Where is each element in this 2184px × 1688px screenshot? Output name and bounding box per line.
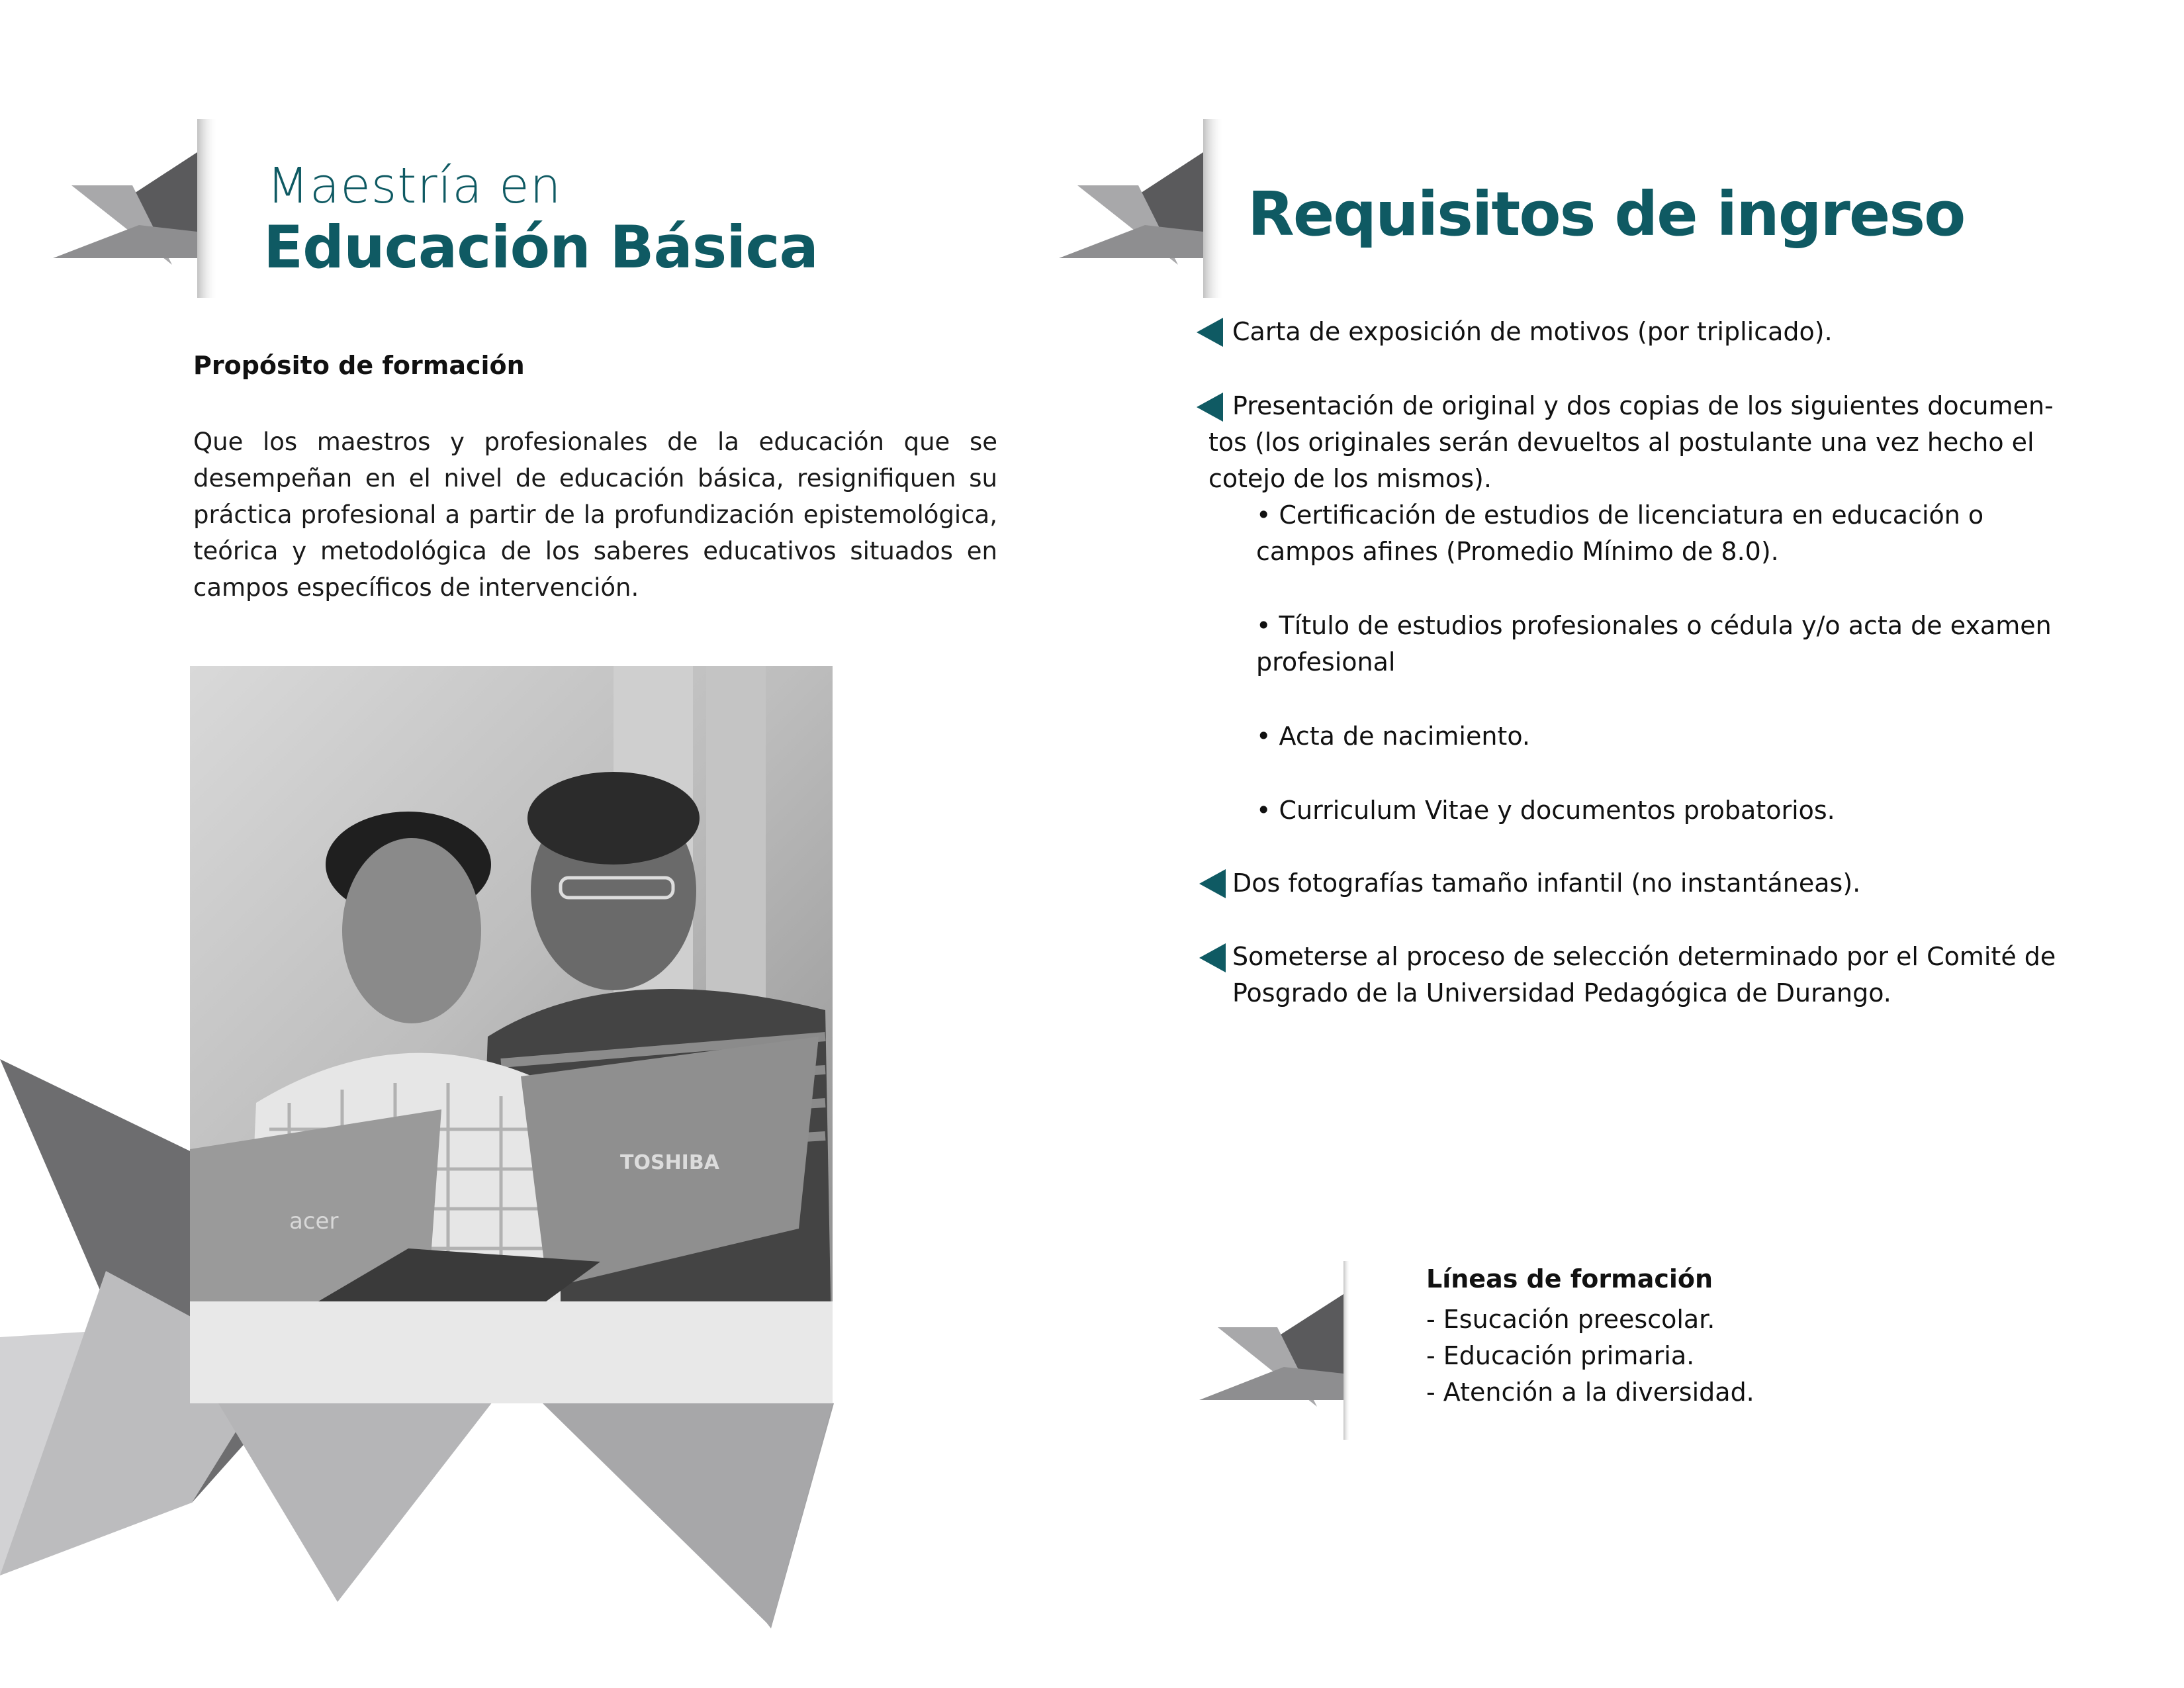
requirement-letter: Carta de exposición de motivos (por triplicado). [1232, 317, 1833, 346]
requirement-documents-cont: cotejo de los mismos). [1208, 464, 1492, 493]
decorative-triangle-front [543, 1402, 847, 1640]
program-title-line1: Maestría en [267, 158, 562, 214]
photo-illustration [190, 666, 833, 1403]
purpose-heading: Propósito de formación [193, 351, 525, 380]
program-title-line2: Educación Básica [263, 213, 818, 281]
subitem-title-cont: profesional [1256, 647, 1396, 677]
requirement-selection-cont: Posgrado de la Universidad Pedagógica de Durango. [1232, 978, 1891, 1008]
subitem-title: • Título de estudios profesionales o cédula y/o acta de examen [1256, 611, 2052, 640]
requirement-documents-cont: tos (los originales serán devueltos al postulante una vez hecho el [1208, 428, 2034, 457]
subitem-certification: • Certificación de estudios de licenciatura en educación o [1256, 500, 1984, 530]
laptop-brand-right: TOSHIBA [620, 1151, 719, 1174]
lines-item-diversity: - Atención a la diversidad. [1426, 1378, 1754, 1407]
subitem-certification-cont: campos afines (Promedio Mínimo de 8.0). [1256, 537, 1779, 566]
subitem-cv: • Curriculum Vitae y documentos probatorios. [1256, 796, 1835, 825]
lines-item-primary: - Educación primaria. [1426, 1341, 1695, 1370]
bullet-arrow-icon [1197, 318, 1223, 347]
lines-heading: Líneas de formación [1426, 1264, 1713, 1293]
requirement-documents: Presentación de original y dos copias de los siguientes documen- [1232, 391, 2054, 420]
bullet-arrow-icon [1199, 943, 1226, 972]
header-emblem-left [46, 113, 218, 311]
bullet-arrow-icon [1197, 393, 1223, 422]
lines-item-preschool: - Esucación preescolar. [1426, 1305, 1715, 1334]
classroom-photo [190, 666, 833, 1403]
lines-emblem [1191, 1254, 1350, 1453]
subitem-birth-certificate: • Acta de nacimiento. [1256, 722, 1530, 751]
header-emblem-right [1052, 113, 1224, 311]
requirements-title: Requisitos de ingreso [1248, 179, 1965, 250]
purpose-text: Que los maestros y profesionales de la educación que se desempeñan en el nivel de educación básica, resignifiquen su práctica profesional a partir de la profundización epistemológica, teórica y metodológica de los saberes educativos situados en campos específicos de intervención. [193, 428, 997, 602]
laptop-brand-left: acer [289, 1208, 339, 1235]
bullet-arrow-icon [1199, 869, 1226, 898]
requirement-photos: Dos fotografías tamaño infantil (no instantáneas). [1232, 868, 1861, 898]
requirement-selection: Someterse al proceso de selección determinado por el Comité de [1232, 942, 2056, 971]
